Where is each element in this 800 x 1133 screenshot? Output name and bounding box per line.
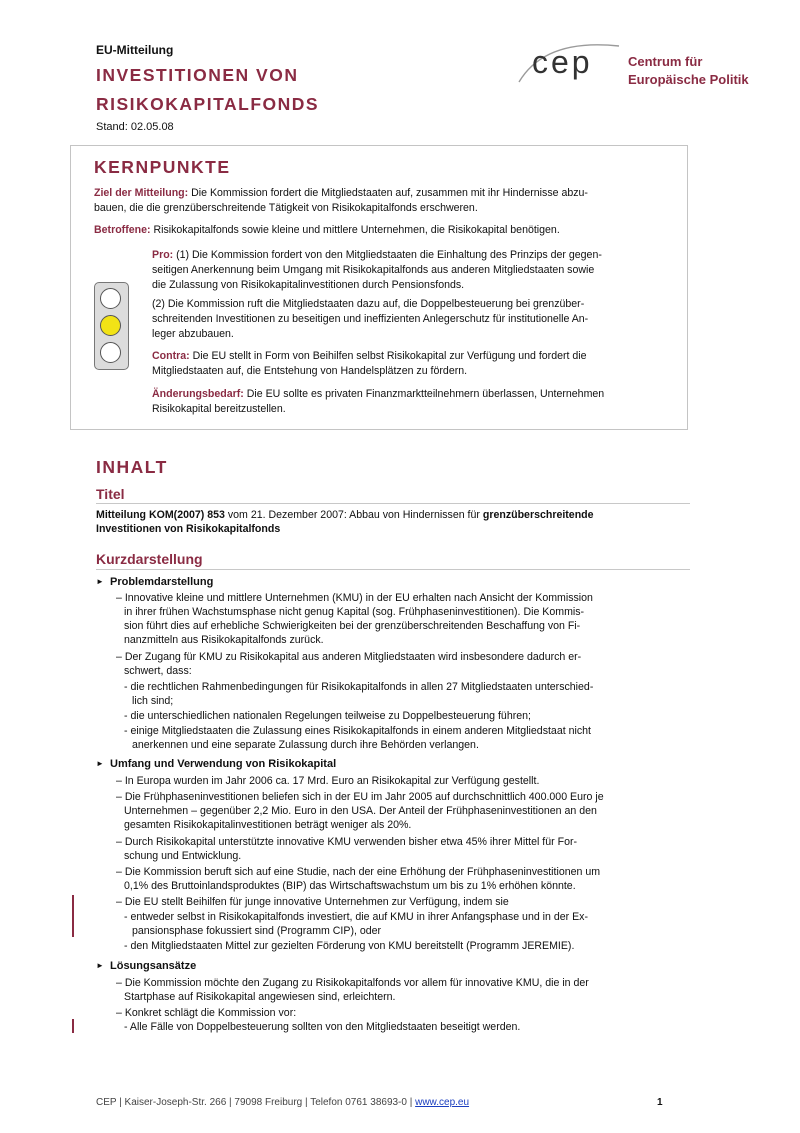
problem-line: lich sind; [132,695,174,707]
problem-line: – Innovative kleine und mittlere Unternehmen (KMU) in der EU erhalten nach Ansicht der Kommission [116,592,593,604]
problem-line: - die rechtlichen Rahmenbedingungen für Risikokapitalfonds in allen 27 Mitgliedstaaten unterschied- [124,681,594,693]
footer [96,1097,469,1108]
titel-kom-number: Mitteilung KOM(2007) 853 [96,509,225,521]
problem-line: – Der Zugang für KMU zu Risikokapital aus anderen Mitgliedstaaten wird insbesondere dadurch er- [116,651,582,663]
footer-link[interactable]: www.cep.eu [415,1097,470,1108]
betroffene-text: Risikokapitalfonds sowie kleine und mittlere Unternehmen, die Risikokapital benötigen. [150,224,560,236]
traffic-light-icon [94,282,129,370]
kernpunkte-title: KERNPUNKTE [94,157,231,177]
contra-label: Contra: [152,350,190,362]
pro-text: (1) Die Kommission fordert von den Mitgliedstaaten die Einhaltung des Prinzips der gegen- [173,249,602,261]
logo-wordmark: cep [532,44,593,80]
titel-rule [96,503,690,504]
pro-2-line-3: leger abzubauen. [152,328,234,340]
margin-marker [72,1019,74,1033]
loesung-line: Startphase auf Risikokapital angewiesen sind, erleichtern. [124,991,396,1003]
titel-line-1 [96,508,594,523]
kurzdarstellung-rule [96,569,690,570]
status-date: Stand: 02.05.08 [96,121,174,133]
cep-logo [515,38,755,98]
pro-line-3: die Zulassung von Risikokapitalinvestitionen durch Pensionsfonds. [152,279,465,291]
betroffene-label: Betroffene: [94,224,151,236]
umfang-line: – Die Kommission beruft sich auf eine Studie, nach der eine Erhöhung der Frühphaseninvestitionen um [116,866,601,878]
triangle-bullet-icon: ► [96,759,104,768]
traffic-light-lamp-middle [100,315,121,336]
document-type-label: EU-Mitteilung [96,43,174,57]
kurzdarstellung-heading: Kurzdarstellung [96,551,203,567]
problem-line: nanzmitteln aus Risikokapitalfonds zurück. [124,634,324,646]
problem-line: - einige Mitgliedstaaten die Zulassung eines Risikokapitalfonds in einem anderen Mitgliedstaat nicht [124,725,591,737]
loesung-line: – Die Kommission möchte den Zugang zu Risikokapitalfonds vor allem für innovative KMU, die in der [116,977,589,989]
page-number: 1 [657,1097,663,1108]
umfang-line: – Die EU stellt Beihilfen für junge innovative Unternehmen zur Verfügung, indem sie [116,896,509,908]
aenderung-line-1 [152,387,604,402]
inhalt-title: INHALT [96,457,168,477]
umfang-line: 0,1% des Bruttoinlandsproduktes (BIP) das Wirtschaftswachstum um bis zu 1% erhöhen könnte. [124,880,576,892]
ziel-text-line-2: bauen, die die grenzüberschreitende Tätigkeit von Risikokapitalfonds erschweren. [94,202,478,214]
ziel-paragraph [94,186,588,201]
titel-date-text: vom 21. Dezember 2007: Abbau von Hindernissen für [224,509,483,521]
problem-line: - die unterschiedlichen nationalen Regelungen teilweise zu Doppelbesteuerung führen; [124,710,531,722]
contra-line-1 [152,349,587,364]
umfang-line: – Durch Risikokapital unterstützte innovative KMU verwenden bisher etwa 45% ihrer Mittel für For- [116,836,578,848]
contra-text: Die EU stellt in Form von Beihilfen selbst Risikokapital zur Verfügung und fordert die [189,350,587,362]
logo-text-line-1: Centrum für [628,54,703,69]
aenderung-text: Die EU sollte es privaten Finanzmarktteilnehmern überlassen, Unternehmen [243,388,605,400]
footer-address: CEP | Kaiser-Joseph-Str. 266 | 79098 Freiburg | Telefon 0761 38693-0 | [96,1097,416,1108]
document-title-line-2: RISIKOKAPITALFONDS [96,94,320,114]
umfang-line: pansionsphase fokussiert sind (Programm CIP), oder [132,925,382,937]
pro-label: Pro: [152,249,174,261]
problem-line: in ihrer frühen Wachstumsphase nicht genug Kapital (sog. Frühphaseninvestitionen). Die Kommis- [124,606,585,618]
betroffene-paragraph [94,223,560,238]
ziel-label: Ziel der Mitteilung: [94,187,189,199]
aenderung-line-2: Risikokapital bereitzustellen. [152,403,286,415]
traffic-light-lamp-top [100,288,121,309]
traffic-light-lamp-bottom [100,342,121,363]
contra-line-2: Mitgliedstaaten auf, die Entstehung von Handelsplätzen zu fördern. [152,365,468,377]
problem-line: schwert, dass: [124,665,192,677]
loesung-line: - Alle Fälle von Doppelbesteuerung sollten von den Mitgliedstaaten beseitigt werden. [124,1021,521,1033]
umfang-line: – Die Frühphaseninvestitionen beliefen sich in der EU im Jahr 2005 auf durchschnittlich 400.000 Euro je [116,791,604,803]
umfang-line: schung und Entwicklung. [124,850,242,862]
pro-line-1 [152,248,602,263]
document-title-line-1: INVESTITIONEN VON [96,65,299,85]
problem-line: sion führt dies auf erhebliche Schwierigkeiten bei der grenzüberschreitenden Beschaffung von Fi- [124,620,581,632]
margin-marker [72,895,74,937]
triangle-bullet-icon: ► [96,961,104,970]
umfang-line: – In Europa wurden im Jahr 2006 ca. 17 Mrd. Euro an Risikokapital zur Verfügung gestellt. [116,775,540,787]
problem-heading: ► Problemdarstellung [96,576,214,588]
titel-line-2: Investitionen von Risikokapitalfonds [96,523,281,535]
pro-line-2: seitigen Anerkennung beim Umgang mit Risikokapitalfonds aus anderen Mitgliedstaaten sowie [152,264,595,276]
triangle-bullet-icon: ► [96,577,104,586]
pro-2-line-1: (2) Die Kommission ruft die Mitgliedstaaten dazu auf, die Doppelbesteuerung bei grenzüber- [152,298,585,310]
aenderung-label: Änderungsbedarf: [152,388,244,400]
ziel-text: Die Kommission fordert die Mitgliedstaaten auf, zusammen mit ihr Hindernisse abzu- [188,187,588,199]
umfang-line: gesamten Risikokapitalinvestitionen beträgt weniger als 20%. [124,819,412,831]
titel-bold-end: grenzüberschreitende [482,509,594,521]
loesung-heading: ► Lösungsansätze [96,960,197,972]
logo-text-line-2: Europäische Politik [628,72,749,87]
problem-line: anerkennen und eine separate Zulassung durch ihre Behörden verlangen. [132,739,479,751]
umfang-heading: ► Umfang und Verwendung von Risikokapital [96,758,337,770]
pro-2-line-2: schreitenden Investitionen zu beseitigen und ineffizienten Anlegerschutz für institutionelle An- [152,313,589,325]
umfang-line: - entweder selbst in Risikokapitalfonds investiert, die auf KMU in ihrer Anfangsphase und in der Ex- [124,911,589,923]
umfang-line: - den Mitgliedstaaten Mittel zur gezielten Förderung von KMU bereitstellt (Programm JEREMIE). [124,940,575,952]
titel-heading: Titel [96,486,125,502]
loesung-line: – Konkret schlägt die Kommission vor: [116,1007,297,1019]
umfang-line: Unternehmen – gegenüber 2,2 Mio. Euro in den USA. Der Anteil der Frühphaseninvestitionen an den [124,805,597,817]
